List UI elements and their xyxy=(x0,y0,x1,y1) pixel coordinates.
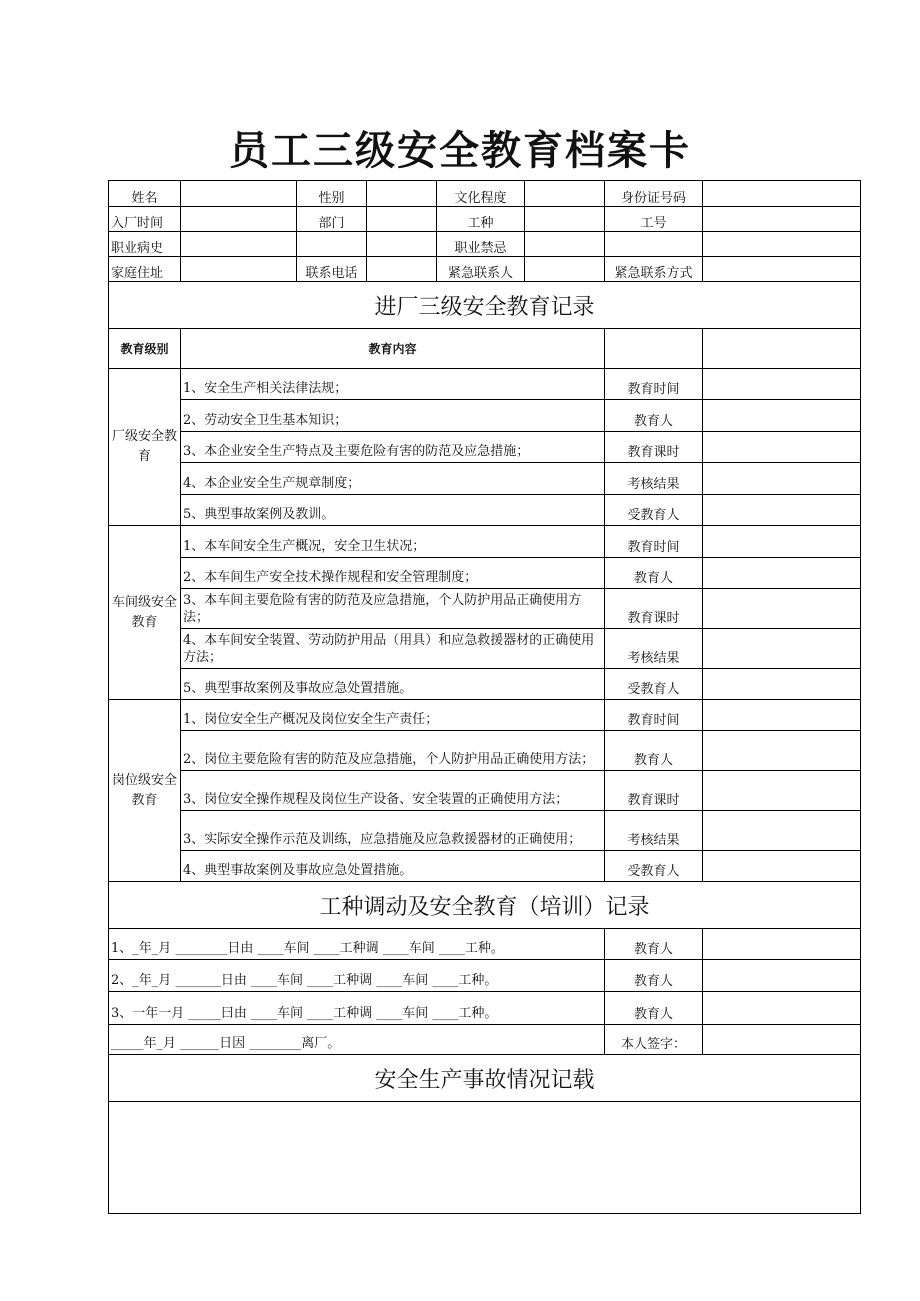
label-assessment-result: 考核结果 xyxy=(605,463,703,495)
label-assessment-result: 考核结果 xyxy=(605,811,703,851)
field-department[interactable] xyxy=(367,207,437,232)
field-occupational-disease[interactable] xyxy=(181,232,297,257)
section-header-row xyxy=(109,282,861,329)
accident-record-row xyxy=(109,1102,861,1214)
label-class-hours: 教育课时 xyxy=(605,771,703,811)
value-cell[interactable] xyxy=(703,669,861,700)
level-workshop: 车间级安全教育 xyxy=(109,526,181,700)
cell-blank[interactable] xyxy=(367,232,437,257)
education-row xyxy=(109,700,861,731)
education-item: 1、岗位安全生产概况及岗位安全生产责任； xyxy=(181,700,605,731)
cell-blank xyxy=(703,329,861,369)
label-trainee: 受教育人 xyxy=(605,851,703,882)
label-phone: 联系电话 xyxy=(297,257,367,282)
column-header-content: 教育内容 xyxy=(181,329,605,369)
transfer-row xyxy=(109,992,861,1025)
value-cell[interactable] xyxy=(703,811,861,851)
field-employee-number[interactable] xyxy=(703,207,861,232)
label-educator: 教育人 xyxy=(605,731,703,771)
education-item: 3、本车间主要危险有害的防范及应急措施，个人防护用品正确使用方法； xyxy=(181,589,605,629)
education-row xyxy=(109,463,861,495)
section-header-row xyxy=(109,882,861,929)
section-title-transfer-record: 工种调动及安全教育（培训）记录 xyxy=(109,882,861,929)
education-row xyxy=(109,369,861,400)
section-title-accident-record: 安全生产事故情况记载 xyxy=(109,1055,861,1102)
label-class-hours: 教育课时 xyxy=(605,432,703,463)
cell-blank[interactable] xyxy=(297,232,367,257)
transfer-record-line[interactable]: 3、一年一月 _____曰由 ____车间 ____工种调 ____车间 ____工种。 xyxy=(109,992,605,1025)
transfer-row xyxy=(109,929,861,960)
education-item: 4、典型事故案例及事故应急处置措施。 xyxy=(181,851,605,882)
label-emergency-phone: 紧急联系方式 xyxy=(605,257,703,282)
value-cell[interactable] xyxy=(703,495,861,526)
info-row-3 xyxy=(109,232,861,257)
value-cell[interactable] xyxy=(703,771,861,811)
value-cell[interactable] xyxy=(703,558,861,589)
education-row xyxy=(109,526,861,558)
value-cell[interactable] xyxy=(703,629,861,669)
field-entry-date[interactable] xyxy=(181,207,297,232)
field-emergency-phone[interactable] xyxy=(703,257,861,282)
label-gender: 性别 xyxy=(297,181,367,207)
field-education[interactable] xyxy=(525,181,605,207)
education-item: 3、岗位安全操作规程及岗位生产设备、安全装置的正确使用方法； xyxy=(181,771,605,811)
transfer-record-line[interactable]: 2、_年_月 _______日由 ____车间 ____工种调 ____车间 ____工种。 xyxy=(109,960,605,992)
label-assessment-result: 考核结果 xyxy=(605,629,703,669)
label-education-time: 教育时间 xyxy=(605,700,703,731)
education-row xyxy=(109,589,861,629)
label-employee-number: 工号 xyxy=(605,207,703,232)
field-job-type[interactable] xyxy=(525,207,605,232)
education-item: 1、安全生产相关法律法规； xyxy=(181,369,605,400)
value-cell[interactable] xyxy=(703,400,861,432)
field-home-address[interactable] xyxy=(181,257,297,282)
departure-record-line[interactable]: _____年_月 ______日因 ________离厂。 xyxy=(109,1025,605,1055)
education-row xyxy=(109,851,861,882)
education-row xyxy=(109,669,861,700)
section-header-row xyxy=(109,1055,861,1102)
label-trainee: 受教育人 xyxy=(605,495,703,526)
label-entry-date: 入厂时间 xyxy=(109,207,181,232)
education-item: 4、本车间安全装置、劳动防护用品（用具）和应急救援器材的正确使用方法； xyxy=(181,629,605,669)
archive-card-table xyxy=(108,180,861,1214)
education-item: 1、本车间安全生产概况，安全卫生状况； xyxy=(181,526,605,558)
education-row xyxy=(109,400,861,432)
label-education: 文化程度 xyxy=(437,181,525,207)
value-cell[interactable] xyxy=(703,731,861,771)
accident-record-area[interactable] xyxy=(109,1102,861,1214)
section1-column-headers xyxy=(109,329,861,369)
level-post: 岗位级安全教育 xyxy=(109,700,181,882)
field-id-number[interactable] xyxy=(703,181,861,207)
transfer-record-line[interactable]: 1、_年_月 ________日由 ____车间 ____工种调 ____车间 ____工种。 xyxy=(109,929,605,960)
education-row xyxy=(109,731,861,771)
value-cell[interactable] xyxy=(703,589,861,629)
education-row xyxy=(109,811,861,851)
value-cell[interactable] xyxy=(703,700,861,731)
info-row-1 xyxy=(109,181,861,207)
education-item: 5、典型事故案例及事故应急处置措施。 xyxy=(181,669,605,700)
education-item: 2、本车间生产安全技术操作规程和安全管理制度； xyxy=(181,558,605,589)
label-trainee: 受教育人 xyxy=(605,669,703,700)
education-row xyxy=(109,771,861,811)
label-educator: 教育人 xyxy=(605,992,703,1025)
cell-blank xyxy=(605,329,703,369)
education-item: 3、实际安全操作示范及训练，应急措施及应急救援器材的正确使用； xyxy=(181,811,605,851)
value-cell[interactable] xyxy=(703,369,861,400)
education-item: 3、本企业安全生产特点及主要危险有害的防范及应急措施； xyxy=(181,432,605,463)
label-class-hours: 教育课时 xyxy=(605,589,703,629)
info-row-2 xyxy=(109,207,861,232)
label-education-time: 教育时间 xyxy=(605,526,703,558)
label-educator: 教育人 xyxy=(605,558,703,589)
value-cell[interactable] xyxy=(703,463,861,495)
value-cell[interactable] xyxy=(703,929,861,960)
page-title: 员工三级安全教育档案卡 xyxy=(229,128,691,174)
education-item: 2、岗位主要危险有害的防范及应急措施，个人防护用品正确使用方法； xyxy=(181,731,605,771)
value-cell[interactable] xyxy=(703,432,861,463)
level-factory: 厂级安全教育 xyxy=(109,369,181,526)
label-id-number: 身份证号码 xyxy=(605,181,703,207)
departure-row xyxy=(109,1025,861,1055)
education-row xyxy=(109,495,861,526)
field-occupational-taboo[interactable] xyxy=(525,232,605,257)
label-occupational-disease: 职业病史 xyxy=(109,232,181,257)
label-job-type: 工种 xyxy=(437,207,525,232)
cell-blank[interactable] xyxy=(605,232,703,257)
field-name[interactable] xyxy=(181,181,297,207)
label-occupational-taboo: 职业禁忌 xyxy=(437,232,525,257)
label-signature: 本人签字： xyxy=(605,1025,703,1055)
label-home-address: 家庭住址 xyxy=(109,257,181,282)
education-row xyxy=(109,432,861,463)
transfer-row xyxy=(109,960,861,992)
label-name: 姓名 xyxy=(109,181,181,207)
education-item: 5、典型事故案例及教训。 xyxy=(181,495,605,526)
education-row xyxy=(109,558,861,589)
signature-cell[interactable] xyxy=(703,1025,861,1055)
label-educator: 教育人 xyxy=(605,929,703,960)
value-cell[interactable] xyxy=(703,992,861,1025)
info-row-4 xyxy=(109,257,861,282)
field-phone[interactable] xyxy=(367,257,437,282)
label-emergency-contact: 紧急联系人 xyxy=(437,257,525,282)
column-header-level: 教育级别 xyxy=(109,329,181,369)
section-title-factory-education: 进厂三级安全教育记录 xyxy=(109,282,861,329)
value-cell[interactable] xyxy=(703,851,861,882)
value-cell[interactable] xyxy=(703,960,861,992)
label-educator: 教育人 xyxy=(605,960,703,992)
education-item: 2、劳动安全卫生基本知识； xyxy=(181,400,605,432)
education-row xyxy=(109,629,861,669)
cell-blank[interactable] xyxy=(703,232,861,257)
label-department: 部门 xyxy=(297,207,367,232)
value-cell[interactable] xyxy=(703,526,861,558)
field-emergency-contact[interactable] xyxy=(525,257,605,282)
education-item: 4、本企业安全生产规章制度； xyxy=(181,463,605,495)
label-education-time: 教育时间 xyxy=(605,369,703,400)
label-educator: 教育人 xyxy=(605,400,703,432)
field-gender[interactable] xyxy=(367,181,437,207)
